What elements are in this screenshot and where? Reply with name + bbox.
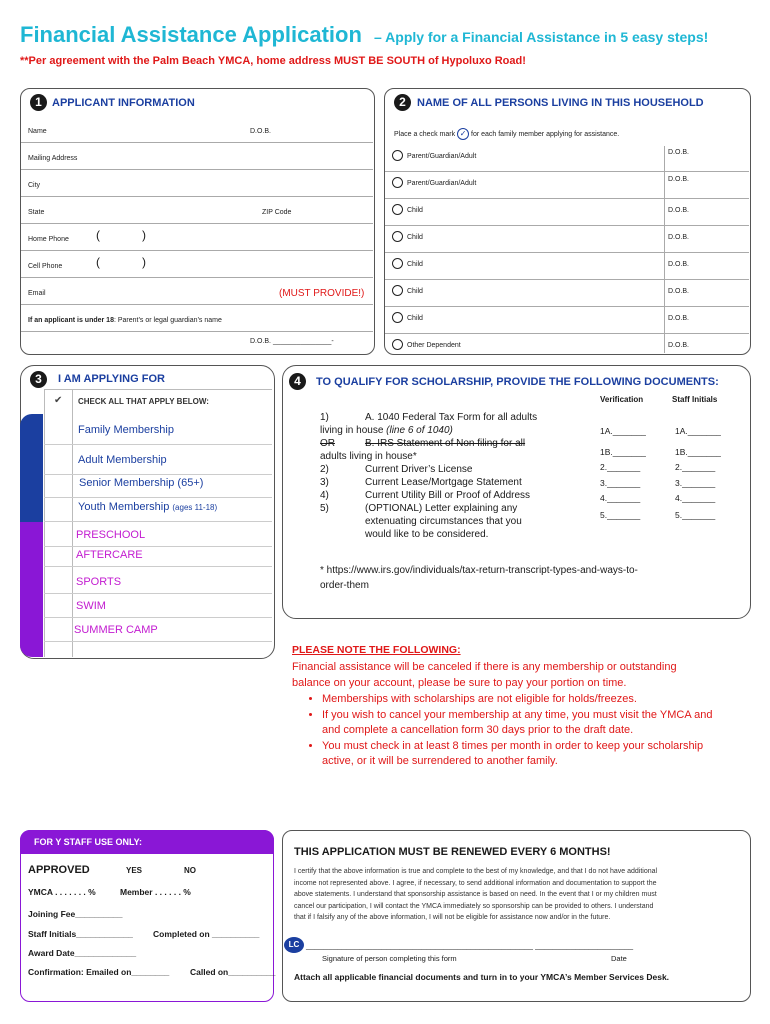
signature-label: Signature of person completing this form [322,954,457,963]
program-checkbox[interactable] [46,574,70,590]
name-field[interactable] [22,138,371,150]
doc1-a: A. 1040 Federal Tax Form for all adults [365,412,538,423]
program-option: SUMMER CAMP [74,624,158,636]
membership-option [78,424,174,436]
irs-footnote: * https://www.irs.gov/individuals/tax-return-transcript-types-and-ways-to- [320,565,638,576]
member-type-label: Parent/Guardian/Adult [407,153,477,160]
member-dob-label: D.O.B. [668,207,690,214]
membership-checkbox[interactable] [46,499,70,515]
membership-checkbox[interactable] [46,452,70,468]
member-type-label: Parent/Guardian/Adult [407,180,477,187]
program-checkbox[interactable] [46,622,70,638]
doc1-number: 1) [320,412,329,423]
staff-initials-line[interactable]: 2._______ [675,462,716,472]
staff-initials-line[interactable]: 1A._______ [675,426,721,436]
dob-label: D.O.B. [250,128,272,135]
step-4-badge: 4 [289,373,306,390]
notes-bullets [296,692,716,770]
doc1-b-pre: living in house [320,425,387,436]
step-3-badge: 3 [30,371,47,388]
program-option: AFTERCARE [76,549,143,561]
member-checkbox[interactable] [392,177,403,188]
member-name-field[interactable] [480,338,660,350]
check-all-label: CHECK ALL THAT APPLY BELOW: [78,397,209,406]
member-name-field[interactable] [480,284,660,296]
member-percent[interactable]: Member . . . . . . % [120,887,191,897]
doc2-number: 2) [320,464,329,475]
member-dob-label: D.O.B. [668,261,690,268]
name-label: Name [28,128,47,135]
program-color-bar [20,522,43,657]
membership-color-bar [20,414,43,522]
no-option[interactable]: NO [184,866,196,875]
email-label: Email [28,290,46,297]
staff-header: FOR Y STAFF USE ONLY: [34,837,143,847]
staff-initials-line[interactable]: 5._______ [675,510,716,520]
program-checkbox[interactable] [46,598,70,614]
cell-phone-paren-close: ) [142,255,146,269]
member-dob-label: D.O.B. [668,176,690,183]
award-date[interactable]: Award Date_____________ [28,948,137,958]
membership-option-label: Family Membership [78,424,174,436]
completed-on[interactable]: Completed on __________ [153,929,260,939]
renewal-title: THIS APPLICATION MUST BE RENEWED EVERY 6 MONTHS! [294,846,611,858]
member-name-field[interactable] [480,257,660,269]
page-title: Financial Assistance Application [20,22,362,47]
member-checkbox[interactable] [392,231,403,242]
mailing-label: Mailing Address [28,155,78,162]
applying-for-title: I AM APPLYING FOR [58,373,165,385]
home-phone-label: Home Phone [28,236,69,243]
note-bullet: • If you wish to cancel your membership at any time, you must visit the YMCA and and complete a cancellation form 30 days prior to the draft date. [322,708,716,739]
doc1-b-line: (line 6 of 1040) [386,425,453,436]
membership-option [78,501,217,513]
membership-checkbox[interactable] [46,475,70,491]
membership-option [79,477,203,489]
doc5: (OPTIONAL) Letter explaining any [365,503,518,514]
program-option: SPORTS [76,576,122,588]
step-1-badge: 1 [30,94,47,111]
must-provide-note: (MUST PROVIDE!) [279,288,365,299]
certification-line: cancel our participation, I will contact the YMCA immediately so sponsorship can be provided to others. I understand [294,902,654,910]
doc4-number: 4) [320,490,329,501]
membership-option-label: Youth Membership [78,501,170,513]
member-type-label: Child [407,234,423,241]
certification-line: I certify that the above information is true and complete to the best of my knowledge, and that I do not have additional [294,868,658,875]
member-dob-label: D.O.B. [668,149,690,156]
staff-initials-line[interactable]: 4._______ [675,493,716,503]
household-instruction [394,128,619,140]
membership-option-label: Adult Membership [78,454,167,466]
staff-initials[interactable]: Staff Initials____________ [28,929,133,939]
staff-initials-col-header: Staff Initials [672,395,718,404]
staff-initials-line[interactable]: 3._______ [675,478,716,488]
joining-fee[interactable]: Joining Fee__________ [28,909,123,919]
membership-option [78,454,167,466]
member-type-label: Child [407,261,423,268]
confirmation-emailed[interactable]: Confirmation: Emailed on________ [28,967,170,977]
member-name-field[interactable] [480,230,660,242]
zip-label: ZIP Code [262,209,292,216]
member-type-label: Child [407,288,423,295]
member-dob-label: D.O.B. [668,234,690,241]
note-bullet: • Memberships with scholarships are not eligible for holds/freezes. [322,692,716,708]
documents-title: TO QUALIFY FOR SCHOLARSHIP, PROVIDE THE FOLLOWING DOCUMENTS: [316,376,719,388]
approved-label: APPROVED [28,864,90,876]
member-checkbox[interactable] [392,312,403,323]
signature-line[interactable]: ___________________________________________________ ______________________ [306,941,634,950]
cell-phone-paren-open: ( [96,255,100,269]
member-checkbox[interactable] [392,285,403,296]
called-on[interactable]: Called on__________ [190,967,276,977]
verification-line[interactable]: 4._______ [600,493,641,503]
membership-checkbox[interactable] [46,422,70,438]
member-name-field[interactable] [480,176,660,188]
verification-line[interactable]: 2._______ [600,462,641,472]
member-dob-label: D.O.B. [668,315,690,322]
under18-label: If an applicant is under 18 [28,317,114,324]
staff-initials-line[interactable]: 1B._______ [675,447,721,457]
attach-instruction: Attach all applicable financial documents and turn in to your YMCA’s Member Services Desk. [294,972,670,982]
step-2-badge: 2 [394,94,411,111]
doc1-c-text: B. IRS Statement of Non filing for all [365,438,526,449]
certification-line: income not represented above. I agree, if necessary, to send additional information and documentation to support the [294,879,657,887]
member-dob-label: D.O.B. [668,342,690,349]
city-label: City [28,182,41,189]
household-instruction-pre: Place a check mark [394,130,456,138]
verification-line[interactable]: 1B._______ [600,447,646,457]
doc1-d: adults living in house* [320,451,417,462]
member-type-label: Other Dependent [407,342,461,349]
doc3: Current Lease/Mortgage Statement [365,477,522,488]
notes-para-2: balance on your account, please be sure to pay your portion on time. [292,677,627,689]
certification-line: above statements. I understand that sponsorship assistance is based on need. In the event that I or my children must [294,891,657,898]
initials-logo: LC [284,937,304,953]
member-checkbox[interactable] [392,339,403,350]
home-phone-paren-open: ( [96,228,100,242]
irs-footnote-2: order-them [320,580,369,591]
doc3-number: 3) [320,477,329,488]
applicant-info-title: APPLICANT INFORMATION [52,97,195,109]
doc4: Current Utility Bill or Proof of Address [365,490,531,501]
verification-line[interactable]: 1A._______ [600,426,646,436]
doc5-c: would like to be considered. [365,529,489,540]
member-name-field[interactable] [480,311,660,323]
doc2: Current Driver’s License [365,464,473,475]
guardian-name-label: : Parent’s or legal guardian’s name [113,317,222,324]
member-type-label: Child [407,315,423,322]
verification-line[interactable]: 3._______ [600,478,641,488]
check-all-icon: ✔ [54,395,63,406]
state-label: State [28,209,45,216]
verification-line[interactable]: 5._______ [600,510,641,520]
doc5-b: extenuating circumstances that you [365,516,522,527]
member-checkbox[interactable] [392,150,403,161]
program-checkbox[interactable] [46,527,70,543]
membership-option-label: Senior Membership (65+) [79,477,204,489]
certification-line: that if I falsify any of the above information, I will not be eligible for assistance now and/or in the future. [294,914,611,921]
note-bullet: • You must check in at least 8 times per month in order to keep your scholarship active, or it will be surrendered to another family. [322,739,716,770]
notes-heading: PLEASE NOTE THE FOLLOWING: [292,644,461,656]
youth-ages: (ages 11-18) [172,503,218,512]
member-dob-label: D.O.B. [668,288,690,295]
ymca-percent[interactable]: YMCA . . . . . . . % [28,887,96,897]
verification-col-header: Verification [600,395,644,404]
member-name-field[interactable] [480,149,660,161]
check-mark-icon: ✓ [457,128,469,140]
home-phone-paren-close: ) [142,228,146,242]
page-subtitle: – Apply for a Financial Assistance in 5 easy steps! [374,29,709,45]
member-checkbox[interactable] [392,258,403,269]
program-option: PRESCHOOL [76,529,146,541]
guardian-dob-label: D.O.B. _______________- [250,338,334,345]
date-label: Date [611,954,627,963]
notes-para-1: Financial assistance will be canceled if there is any membership or outstanding [292,661,677,673]
doc1-or: OR [320,438,335,449]
cell-phone-label: Cell Phone [28,263,63,270]
doc5-number: 5) [320,503,329,514]
member-type-label: Child [407,207,423,214]
household-title: NAME OF ALL PERSONS LIVING IN THIS HOUSEHOLD [417,97,704,109]
member-name-field[interactable] [480,203,660,215]
household-instruction-post: for each family member applying for assistance. [471,130,620,138]
program-option: SWIM [76,600,106,612]
address-notice: **Per agreement with the Palm Beach YMCA, home address MUST BE SOUTH of Hypoluxo Road! [20,55,526,67]
member-checkbox[interactable] [392,204,403,215]
yes-option[interactable]: YES [126,866,143,875]
program-checkbox[interactable] [46,547,70,563]
